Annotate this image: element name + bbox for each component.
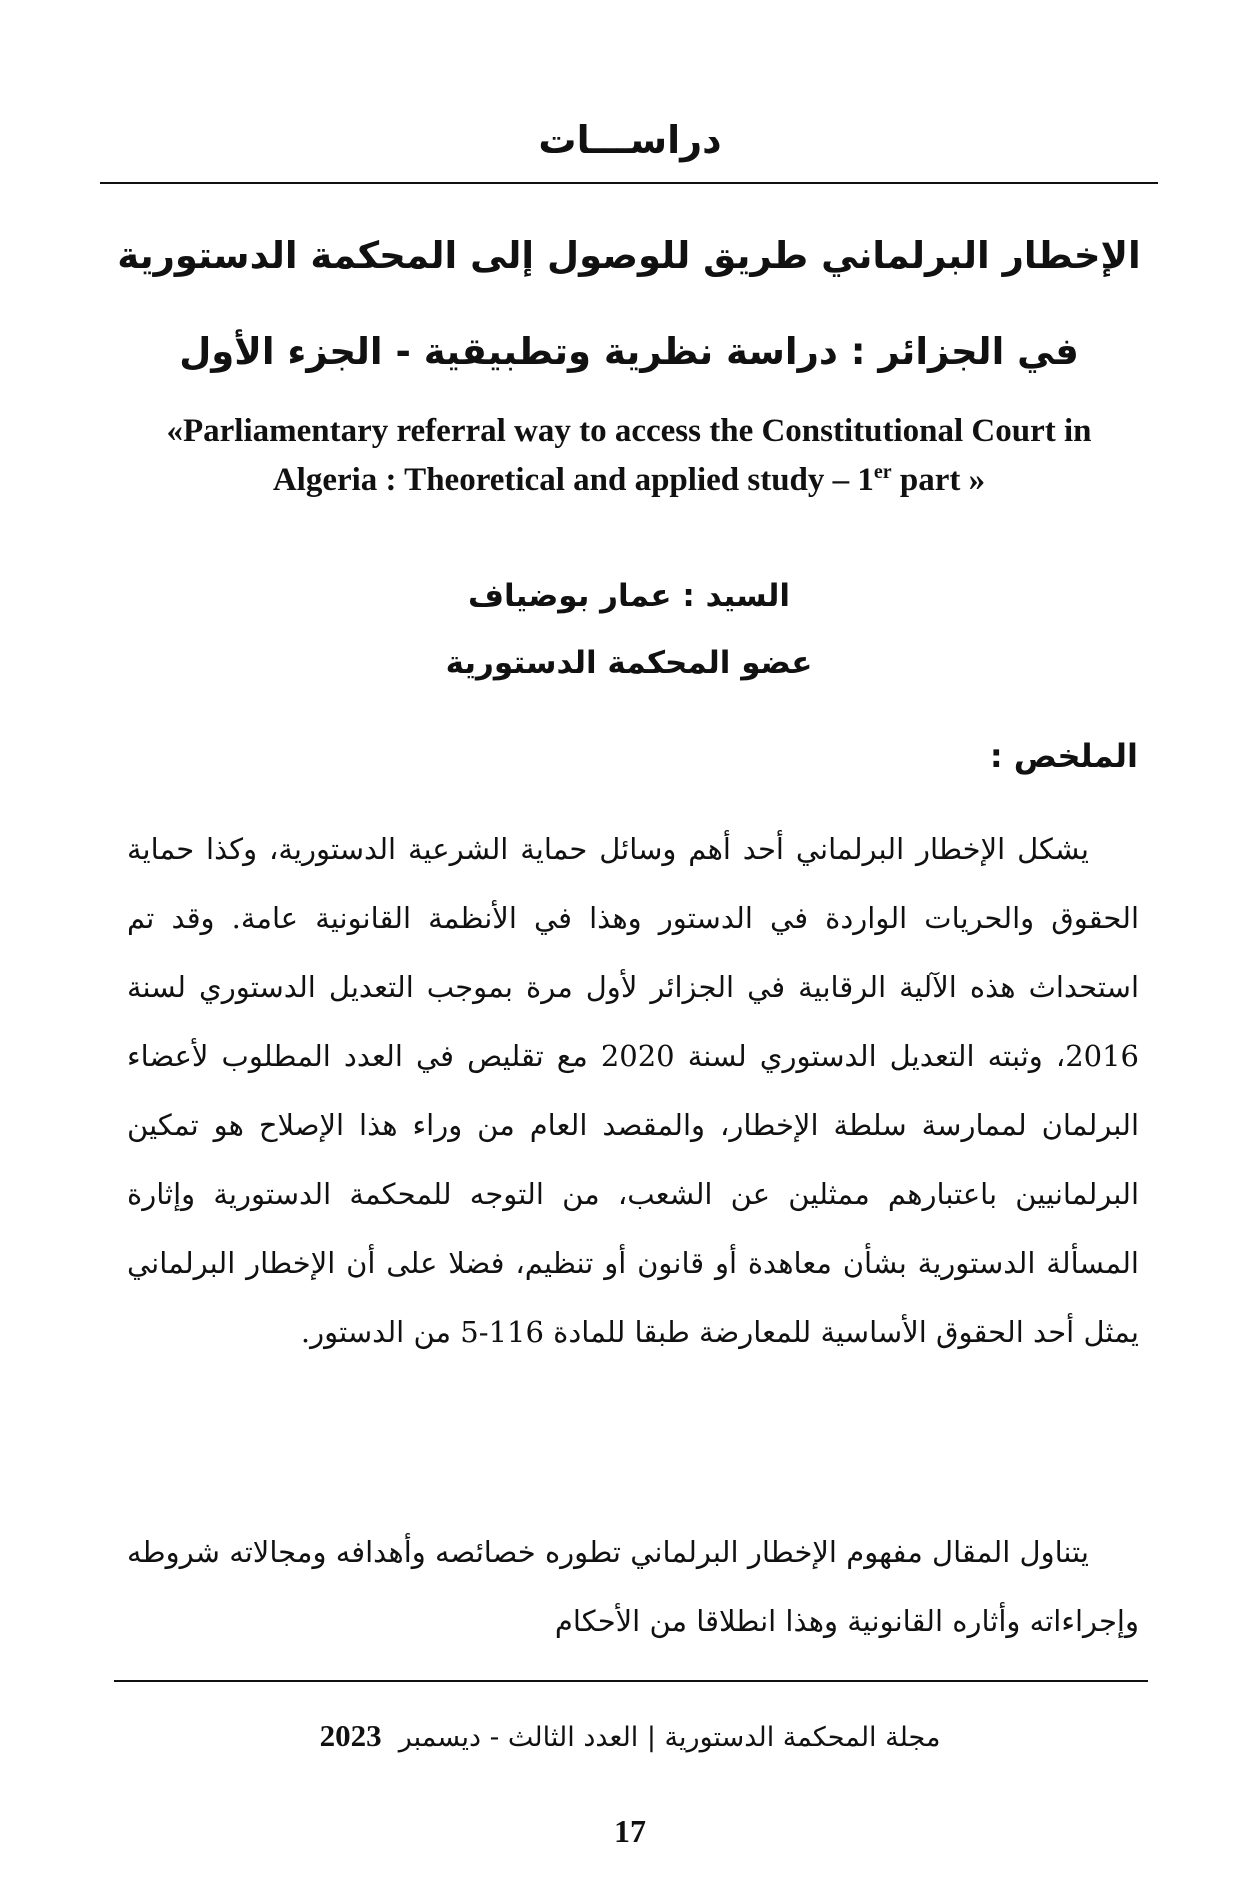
page-number: 17 (614, 1813, 646, 1849)
journal-name: مجلة المحكمة الدستورية | العدد الثالث - ديسمبر (398, 1722, 941, 1753)
abstract-paragraph-2: يتناول المقال مفهوم الإخطار البرلماني تطوره خصائصه وأهدافه ومجالاته شروطه وإجراءاته وأثاره القانونية وهذا انطلاقا من الأحكام (127, 1535, 1139, 1638)
author-name: السيد : عمار بوضياف (468, 578, 790, 614)
author-role: عضو المحكمة الدستورية (445, 645, 813, 681)
article-title-en-line-2 (100, 456, 1158, 505)
ordinal-superscript: er (873, 461, 892, 483)
title-en-line-2-end: part » (891, 462, 986, 498)
article-title-ar-line-2: في الجزائر : دراسة نظرية وتطبيقية - الجزء الأول (179, 330, 1079, 373)
article-title-ar-line-1: الإخطار البرلماني طريق للوصول إلى المحكمة الدستورية (117, 234, 1141, 277)
abstract-paragraph-1: يشكل الإخطار البرلماني أحد أهم وسائل حماية الشرعية الدستورية، وكذا حماية الحقوق والحريات الواردة في الدستور وهذا في الأنظمة القانونية عامة. وقد تم استحداث هذه الآلية الرقابية في الجزائر لأول مرة بموجب التعديل الدستوري لسنة 2016، وثبته التعديل الدستوري لسنة 2020 مع تقليص في العدد المطلوب لأعضاء البرلمان لممارسة سلطة الإخطار، والمقصد العام من وراء هذا الإصلاح هو تمكين البرلمانيين باعتبارهم ممثلين عن الشعب، من التوجه للمحكمة الدستورية وإثارة المسألة الدستورية بشأن معاهدة أو قانون أو تنظيم، فضلا على أن الإخطار البرلماني يمثل أحد الحقوق الأساسية للمعارضة طبقا للمادة 116-5 من الدستور. (127, 832, 1140, 1349)
journal-year: 2023 (319, 1718, 382, 1753)
section-heading: دراســـات (538, 118, 722, 162)
abstract-heading: الملخص : (989, 737, 1138, 775)
header-rule (100, 182, 1158, 184)
article-title-en-line-1: «Parliamentary referral way to access the Constitutional Court in (166, 413, 1092, 449)
title-en-line-2-text: Algeria : Theoretical and applied study – 1 (272, 462, 874, 498)
footer-rule (114, 1680, 1148, 1682)
journal-footer (0, 1718, 1260, 1754)
